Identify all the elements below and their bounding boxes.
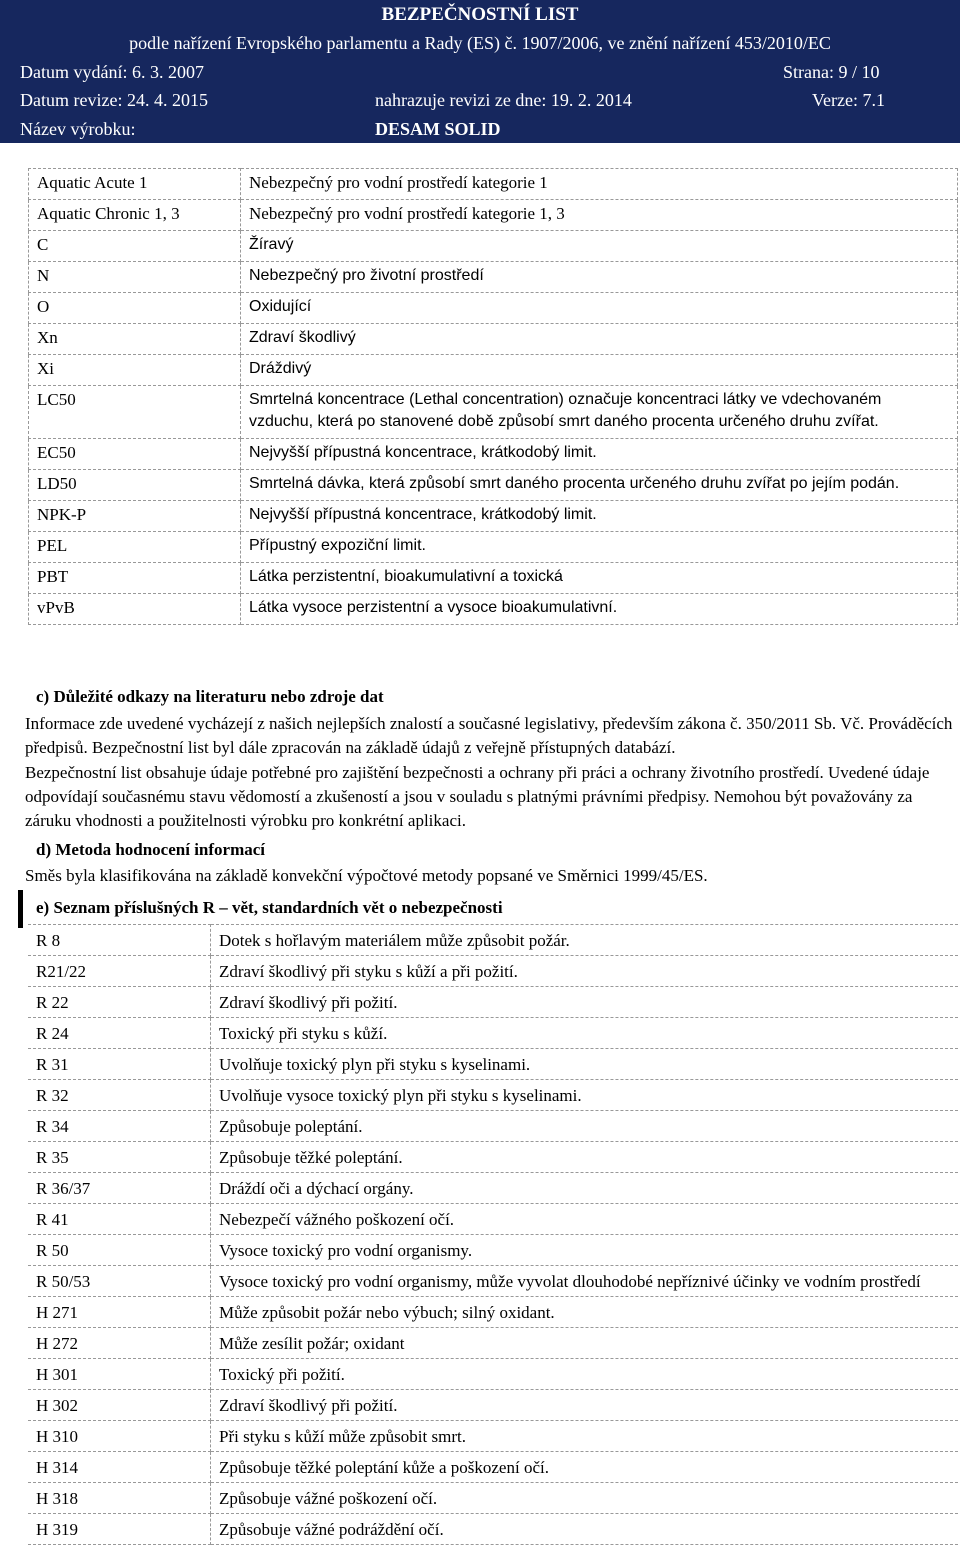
phrase-row	[28, 1018, 958, 1049]
phrase-code: R 35	[28, 1142, 211, 1173]
abbreviation-meaning: Dráždivý	[241, 355, 958, 386]
phrase-code: R 31	[28, 1049, 211, 1080]
phrase-row	[28, 1266, 958, 1297]
replaces-revision: nahrazuje revizi ze dne: 19. 2. 2014	[375, 90, 632, 110]
phrase-row	[28, 987, 958, 1018]
abbreviation-row	[29, 169, 958, 200]
issue-date: Datum vydání: 6. 3. 2007	[20, 62, 204, 82]
phrase-row	[28, 1049, 958, 1080]
phrase-text: Uvolňuje toxický plyn při styku s kyselinami.	[211, 1049, 959, 1080]
phrase-row	[28, 1173, 958, 1204]
phrase-text: Způsobuje poleptání.	[211, 1111, 959, 1142]
abbreviation-row	[29, 262, 958, 293]
abbreviation-code: LD50	[29, 470, 241, 501]
abbreviation-code: Aquatic Chronic 1, 3	[29, 200, 241, 231]
abbreviation-meaning: Smrtelná koncentrace (Lethal concentration) označuje koncentraci látky ve vdechovaném vzduchu, která po stanovené době způsobí smrt daného procenta určeného druhu zvířat.	[241, 386, 958, 439]
abbreviation-code: PEL	[29, 532, 241, 563]
abbreviation-code: O	[29, 293, 241, 324]
abbreviation-code: N	[29, 262, 241, 293]
phrase-text: Toxický při požití.	[211, 1359, 959, 1390]
phrase-text: Může zesílit požár; oxidant	[211, 1328, 959, 1359]
abbreviation-meaning: Látka vysoce perzistentní a vysoce bioakumulativní.	[241, 594, 958, 625]
phrase-code: H 318	[28, 1483, 211, 1514]
phrase-code: H 314	[28, 1452, 211, 1483]
phrase-code: H 302	[28, 1390, 211, 1421]
phrase-row	[28, 1142, 958, 1173]
phrase-row	[28, 956, 958, 987]
abbreviation-meaning: Nebezpečný pro vodní prostředí kategorie 1, 3	[241, 200, 958, 231]
phrase-row	[28, 925, 958, 956]
phrase-text: Vysoce toxický pro vodní organismy.	[211, 1235, 959, 1266]
abbreviation-code: Xi	[29, 355, 241, 386]
phrase-text: Nebezpečí vážného poškození očí.	[211, 1204, 959, 1235]
phrase-text: Toxický při styku s kůží.	[211, 1018, 959, 1049]
phrase-row	[28, 1452, 958, 1483]
phrase-row	[28, 1235, 958, 1266]
phrase-text: Zdraví škodlivý při styku s kůží a při požití.	[211, 956, 959, 987]
phrase-text: Může způsobit požár nebo výbuch; silný oxidant.	[211, 1297, 959, 1328]
abbreviation-row	[29, 355, 958, 386]
abbreviation-row	[29, 594, 958, 625]
abbreviation-row	[29, 563, 958, 594]
section-c-paragraph-2: Bezpečnostní list obsahuje údaje potřebné pro zajištění bezpečnosti a ochrany při práci a ochrany životního prostředí. Uvedené údaje odpovídají současnému stavu vědomostí a zkušeností a jsou v souladu s platnými právními předpisy. Nemohou být považovány za záruku vhodnosti a použitelnosti výrobku pro konkrétní aplikaci.	[25, 763, 930, 830]
phrase-text: Dráždí oči a dýchací orgány.	[211, 1173, 959, 1204]
phrase-text: Způsobuje těžké poleptání.	[211, 1142, 959, 1173]
phrase-code: R21/22	[28, 956, 211, 987]
product-label: Název výrobku:	[20, 119, 136, 139]
phrases-table	[28, 924, 958, 1545]
abbreviation-code: NPK-P	[29, 501, 241, 532]
phrase-code: H 310	[28, 1421, 211, 1452]
abbreviation-code: C	[29, 231, 241, 262]
abbreviation-code: PBT	[29, 563, 241, 594]
phrase-code: R 50	[28, 1235, 211, 1266]
phrase-code: R 36/37	[28, 1173, 211, 1204]
abbreviation-meaning: Nebezpečný pro vodní prostředí kategorie 1	[241, 169, 958, 200]
abbreviation-meaning: Žíravý	[241, 231, 958, 262]
abbreviation-meaning: Přípustný expoziční limit.	[241, 532, 958, 563]
abbreviation-meaning: Smrtelná dávka, která způsobí smrt daného procenta určeného druhu zvířat po jejím podán.	[241, 470, 958, 501]
abbreviation-row	[29, 439, 958, 470]
phrase-code: R 32	[28, 1080, 211, 1111]
abbreviation-meaning: Nebezpečný pro životní prostředí	[241, 262, 958, 293]
revision-marker-bar	[18, 890, 23, 928]
section-d-text: Směs byla klasifikována na základě konvekční výpočtové metody popsané ve Směrnici 1999/45/ES.	[25, 866, 708, 885]
section-d-heading: d) Metoda hodnocení informací	[36, 840, 266, 859]
phrase-text: Uvolňuje vysoce toxický plyn při styku s kyselinami.	[211, 1080, 959, 1111]
phrase-code: H 272	[28, 1328, 211, 1359]
phrase-code: R 41	[28, 1204, 211, 1235]
phrase-text: Způsobuje těžké poleptání kůže a poškození očí.	[211, 1452, 959, 1483]
phrase-row	[28, 1514, 958, 1545]
document-title: BEZPEČNOSTNÍ LIST	[381, 4, 579, 25]
phrase-row	[28, 1297, 958, 1328]
phrase-row	[28, 1328, 958, 1359]
abbreviation-meaning: Nejvyšší přípustná koncentrace, krátkodobý limit.	[241, 439, 958, 470]
section-c-paragraph-1: Informace zde uvedené vycházejí z našich nejlepších znalostí a současné legislativy, především zákona č. 350/2011 Sb. Vč. Prováděcích předpisů. Bezpečnostní list byl dále zpracován na základě údajů z veřejně přístupných databází.	[25, 714, 953, 757]
product-name: DESAM SOLID	[375, 119, 501, 139]
version: Verze: 7.1	[812, 90, 885, 110]
phrase-text: Způsobuje vážné poškození očí.	[211, 1483, 959, 1514]
phrase-code: R 22	[28, 987, 211, 1018]
phrase-code: H 301	[28, 1359, 211, 1390]
abbreviation-row	[29, 501, 958, 532]
section-e-heading: e) Seznam příslušných R – vět, standardních vět o nebezpečnosti	[36, 898, 503, 917]
abbreviation-row	[29, 231, 958, 262]
abbreviation-meaning: Oxidující	[241, 293, 958, 324]
phrase-row	[28, 1390, 958, 1421]
revision-date: Datum revize: 24. 4. 2015	[20, 90, 208, 110]
phrase-code: R 24	[28, 1018, 211, 1049]
phrase-text: Vysoce toxický pro vodní organismy, může vyvolat dlouhodobé nepříznivé účinky ve vodním prostředí	[211, 1266, 959, 1297]
phrase-code: R 34	[28, 1111, 211, 1142]
section-c-heading: c) Důležité odkazy na literaturu nebo zdroje dat	[36, 687, 384, 706]
abbreviation-code: LC50	[29, 386, 241, 439]
phrase-code: R 50/53	[28, 1266, 211, 1297]
phrase-row	[28, 1359, 958, 1390]
phrase-row	[28, 1421, 958, 1452]
abbreviation-code: Xn	[29, 324, 241, 355]
phrase-row	[28, 1204, 958, 1235]
header-band	[0, 0, 960, 143]
abbreviation-code: Aquatic Acute 1	[29, 169, 241, 200]
abbreviation-row	[29, 386, 958, 439]
abbreviation-meaning: Zdraví škodlivý	[241, 324, 958, 355]
abbreviations-table	[28, 168, 958, 625]
abbreviation-row	[29, 324, 958, 355]
phrase-text: Zdraví škodlivý při požití.	[211, 987, 959, 1018]
abbreviation-row	[29, 293, 958, 324]
phrase-code: H 319	[28, 1514, 211, 1545]
phrase-code: R 8	[28, 925, 211, 956]
abbreviation-meaning: Nejvyšší přípustná koncentrace, krátkodobý limit.	[241, 501, 958, 532]
phrase-text: Způsobuje vážné podráždění očí.	[211, 1514, 959, 1545]
regulation-subtitle: podle nařízení Evropského parlamentu a Rady (ES) č. 1907/2006, ve znění nařízení 453/2010/EC	[129, 33, 831, 53]
phrase-row	[28, 1111, 958, 1142]
abbreviation-code: EC50	[29, 439, 241, 470]
phrase-text: Zdraví škodlivý při požití.	[211, 1390, 959, 1421]
phrase-text: Při styku s kůží může způsobit smrt.	[211, 1421, 959, 1452]
phrase-row	[28, 1080, 958, 1111]
phrase-code: H 271	[28, 1297, 211, 1328]
page-number: Strana: 9 / 10	[783, 62, 880, 82]
abbreviation-code: vPvB	[29, 594, 241, 625]
phrase-row	[28, 1483, 958, 1514]
abbreviation-row	[29, 470, 958, 501]
abbreviation-row	[29, 532, 958, 563]
phrase-text: Dotek s hořlavým materiálem může způsobit požár.	[211, 925, 959, 956]
abbreviation-row	[29, 200, 958, 231]
abbreviation-meaning: Látka perzistentní, bioakumulativní a toxická	[241, 563, 958, 594]
